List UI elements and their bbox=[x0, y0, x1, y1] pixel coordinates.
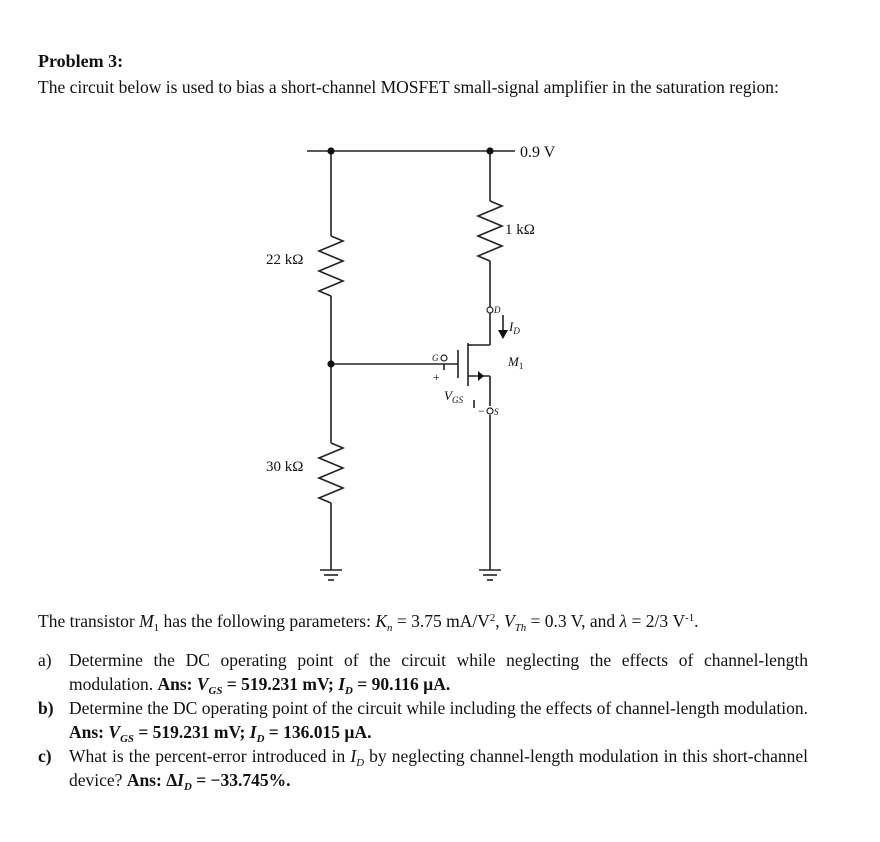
left-junction-dot bbox=[327, 147, 334, 154]
ground-left-icon bbox=[320, 570, 342, 580]
gate-terminal bbox=[441, 355, 447, 361]
problem-title: Problem 3: bbox=[38, 51, 124, 71]
current-arrow-icon bbox=[498, 330, 508, 339]
vgs-minus-sign: − bbox=[478, 404, 485, 418]
vgs-plus-sign: + bbox=[433, 370, 440, 384]
problem-intro: The circuit below is used to bias a short-channel MOSFET small-signal amplifier in the saturation region: bbox=[38, 77, 779, 97]
gate-junction-dot bbox=[327, 360, 334, 367]
question-a: a) Determine the DC operating point of the circuit while neglecting the effects of channel-length modulation. Ans: $V_{GS} = 519.231$ mV; $I_D = 90.116$ µA. bbox=[38, 650, 808, 697]
question-label: a) bbox=[38, 650, 52, 670]
question-b: b) Determine the DC operating point of the circuit while including the effects of channel-length modulation. Ans: $V_{GS} = 519.231$ mV; $I_D = 136.015$ µA. bbox=[38, 698, 808, 745]
r-top-zigzag bbox=[319, 236, 343, 296]
drain-node-label: D bbox=[494, 305, 501, 315]
question-label: b) bbox=[38, 698, 54, 718]
vgs-label: $V_{GS}$ bbox=[444, 388, 463, 405]
current-label: $I_D$ bbox=[509, 319, 520, 336]
supply-label: 0.9 V bbox=[520, 144, 556, 161]
drain-terminal bbox=[487, 307, 493, 313]
gate-node-label: G bbox=[432, 353, 439, 363]
r-top-label: 22 kΩ bbox=[266, 252, 304, 268]
source-arrow bbox=[478, 371, 484, 381]
transistor-parameters: The transistor $M_1$ has the following parameters: $K_n = 3.75$ $mA/V^2$, $V_{Th} = 0.3$ V, and λ = 2/3 $V^{-1}$. bbox=[38, 611, 699, 634]
r-bottom-zigzag bbox=[319, 443, 343, 503]
question-label: c) bbox=[38, 746, 52, 766]
transistor-label: $M_1$ bbox=[508, 354, 524, 371]
right-junction-dot bbox=[486, 147, 493, 154]
source-node-label: S bbox=[494, 407, 499, 417]
ground-right-icon bbox=[479, 570, 501, 580]
source-terminal bbox=[487, 408, 493, 414]
r-drain-label: 1 kΩ bbox=[505, 222, 535, 238]
r-drain-zigzag bbox=[478, 201, 502, 261]
r-bottom-label: 30 kΩ bbox=[266, 459, 304, 475]
question-c: c) What is the percent-error introduced in $I_D$ by neglecting channel-length modulation in this short-channel device? Ans: $\Delta I_D = -33.745\%$. bbox=[38, 746, 808, 793]
question-list bbox=[38, 648, 808, 792]
